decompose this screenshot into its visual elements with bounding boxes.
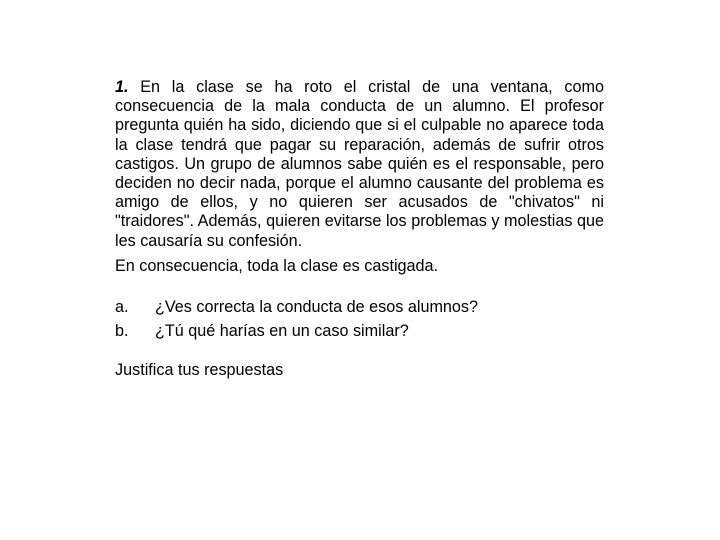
question-marker: b. — [115, 322, 129, 341]
question-item — [115, 298, 604, 317]
closing-instruction: Justifica tus respuestas — [115, 361, 284, 380]
question-text: ¿Ves correcta la conducta de esos alumnos? — [155, 298, 479, 317]
story-paragraph — [115, 78, 604, 251]
question-text: ¿Tú qué harías en un caso similar? — [155, 322, 409, 341]
slide-content — [115, 78, 604, 381]
story-text: En la clase se ha roto el cristal de una ventana, como consecuencia de la mala conducta de un alumno. El profesor pregunta quién ha sido, diciendo que si el culpable no aparece toda la clase tendrá que pagar su reparación, además de sufrir otros castigos. Un grupo de alumnos sabe quién es el responsable, pero deciden no decir nada, porque el alumno causante del problema es amigo de ellos, y no quieren ser acusados de "chivatos" ni "traidores". Además, quieren evitarse los problemas y molestias que les causaría su confesión. — [115, 78, 604, 250]
question-item — [115, 322, 604, 341]
item-number: 1. — [115, 78, 129, 96]
question-list — [115, 298, 604, 341]
question-marker: a. — [115, 298, 129, 317]
conclusion-text: En consecuencia, toda la clase es castigada. — [115, 256, 439, 275]
